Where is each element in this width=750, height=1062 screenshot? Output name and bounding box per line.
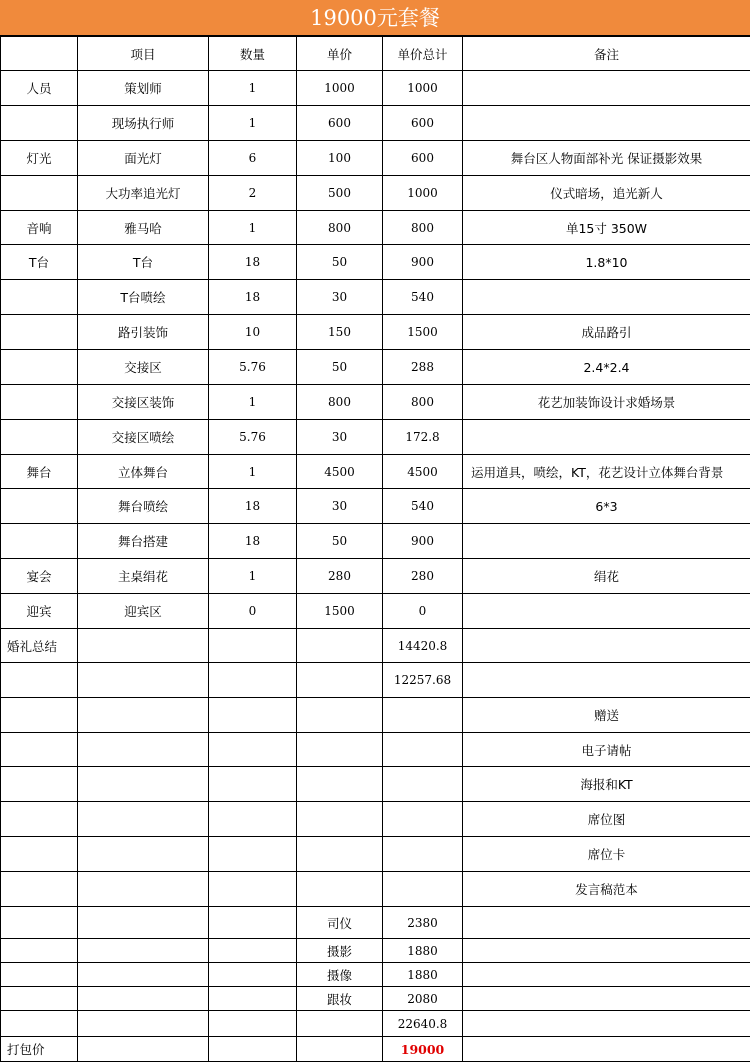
quantity-cell: [209, 767, 297, 802]
note-cell: 运用道具，喷绘，KT，花艺设计立体舞台背景: [463, 455, 750, 489]
unit-price-cell: 280: [297, 559, 383, 594]
item-cell: 面光灯: [78, 141, 209, 176]
total-cell: 540: [383, 280, 463, 315]
item-cell: [78, 663, 209, 698]
category-cell: 人员: [1, 71, 78, 106]
category-cell: 灯光: [1, 141, 78, 176]
item-cell: [78, 963, 209, 987]
unit-price-cell: [297, 663, 383, 698]
category-cell: [1, 1011, 78, 1037]
category-cell: [1, 872, 78, 907]
category-cell: [1, 837, 78, 872]
table-row: [1, 211, 750, 245]
total-cell: 4500: [383, 455, 463, 489]
total-cell: 1000: [383, 71, 463, 106]
category-cell: 宴会: [1, 559, 78, 594]
item-cell: 路引装饰: [78, 315, 209, 350]
total-cell: 900: [383, 524, 463, 559]
item-cell: 雅马哈: [78, 211, 209, 245]
unit-price-cell: [297, 767, 383, 802]
total-cell: 800: [383, 385, 463, 420]
table-row: [1, 698, 750, 733]
note-cell: [463, 280, 750, 315]
header-total-cell: 单价总计: [383, 37, 463, 71]
unit-price-cell: 50: [297, 524, 383, 559]
item-cell: [78, 987, 209, 1011]
table-row: [1, 71, 750, 106]
note-cell: 舞台区人物面部补光 保证摄影效果: [463, 141, 750, 176]
total-cell: [383, 767, 463, 802]
note-cell: 仪式暗场，追光新人: [463, 176, 750, 211]
total-cell: 600: [383, 106, 463, 141]
total-cell: [383, 733, 463, 767]
total-cell: 800: [383, 211, 463, 245]
page-title: 19000元套餐: [0, 0, 750, 36]
header-unit-price-cell: 单价: [297, 37, 383, 71]
table-row: [1, 315, 750, 350]
unit-price-cell: [297, 698, 383, 733]
category-cell: [1, 907, 78, 939]
note-cell: [463, 1011, 750, 1037]
note-cell: [463, 594, 750, 629]
note-cell: [463, 963, 750, 987]
total-cell: 2080: [383, 987, 463, 1011]
quantity-cell: 18: [209, 489, 297, 524]
category-cell: 迎宾: [1, 594, 78, 629]
item-cell: [78, 767, 209, 802]
category-cell: [1, 802, 78, 837]
table-row: [1, 176, 750, 211]
item-cell: 大功率追光灯: [78, 176, 209, 211]
item-cell: 现场执行师: [78, 106, 209, 141]
package-table: [0, 36, 750, 1062]
category-cell: [1, 767, 78, 802]
total-cell: 22640.8: [383, 1011, 463, 1037]
total-cell: 540: [383, 489, 463, 524]
table-row: [1, 245, 750, 280]
item-cell: 交接区: [78, 350, 209, 385]
note-cell: [463, 106, 750, 141]
table-row: [1, 1011, 750, 1037]
quantity-cell: 1: [209, 211, 297, 245]
category-cell: [1, 315, 78, 350]
unit-price-cell: [297, 1011, 383, 1037]
total-cell: 1500: [383, 315, 463, 350]
category-cell: [1, 524, 78, 559]
category-cell: [1, 963, 78, 987]
quantity-cell: 18: [209, 245, 297, 280]
table-row: [1, 837, 750, 872]
item-cell: [78, 1037, 209, 1062]
item-cell: [78, 698, 209, 733]
quantity-cell: 6: [209, 141, 297, 176]
total-cell: 172.8: [383, 420, 463, 455]
unit-price-cell: 摄像: [297, 963, 383, 987]
table-row: [1, 559, 750, 594]
item-cell: 立体舞台: [78, 455, 209, 489]
note-cell: [463, 524, 750, 559]
unit-price-cell: 4500: [297, 455, 383, 489]
header-item-cell: 项目: [78, 37, 209, 71]
item-cell: 主桌绢花: [78, 559, 209, 594]
table-row: [1, 489, 750, 524]
category-cell: [1, 987, 78, 1011]
total-cell: 288: [383, 350, 463, 385]
unit-price-cell: 30: [297, 420, 383, 455]
unit-price-cell: 50: [297, 245, 383, 280]
note-cell: [463, 939, 750, 963]
category-cell: 音响: [1, 211, 78, 245]
category-cell: T台: [1, 245, 78, 280]
item-cell: [78, 837, 209, 872]
quantity-cell: [209, 1037, 297, 1062]
category-cell: [1, 385, 78, 420]
table-row: [1, 524, 750, 559]
table-row: [1, 106, 750, 141]
unit-price-cell: 50: [297, 350, 383, 385]
quantity-cell: [209, 663, 297, 698]
category-cell: [1, 106, 78, 141]
total-cell: 14420.8: [383, 629, 463, 663]
total-cell: 280: [383, 559, 463, 594]
quantity-cell: 1: [209, 71, 297, 106]
total-cell: 12257.68: [383, 663, 463, 698]
category-cell: 打包价: [1, 1037, 78, 1062]
quantity-cell: [209, 872, 297, 907]
table-row: [1, 733, 750, 767]
quantity-cell: 1: [209, 455, 297, 489]
quantity-cell: 18: [209, 280, 297, 315]
header-row: [1, 37, 750, 71]
note-cell: 电子请帖: [463, 733, 750, 767]
unit-price-cell: 1500: [297, 594, 383, 629]
note-cell: [463, 629, 750, 663]
note-cell: 席位卡: [463, 837, 750, 872]
category-cell: [1, 733, 78, 767]
note-cell: 2.4*2.4: [463, 350, 750, 385]
header-note-cell: 备注: [463, 37, 750, 71]
note-cell: 海报和KT: [463, 767, 750, 802]
item-cell: [78, 1011, 209, 1037]
table-row: [1, 663, 750, 698]
unit-price-cell: 30: [297, 280, 383, 315]
unit-price-cell: 30: [297, 489, 383, 524]
category-cell: 婚礼总结: [1, 629, 78, 663]
quantity-cell: 1: [209, 106, 297, 141]
unit-price-cell: [297, 802, 383, 837]
quantity-cell: [209, 698, 297, 733]
note-cell: [463, 71, 750, 106]
table-row: [1, 455, 750, 489]
category-cell: [1, 420, 78, 455]
quantity-cell: [209, 963, 297, 987]
category-cell: [1, 939, 78, 963]
item-cell: 迎宾区: [78, 594, 209, 629]
quantity-cell: 1: [209, 559, 297, 594]
unit-price-cell: [297, 1037, 383, 1062]
table-row: [1, 872, 750, 907]
quantity-cell: [209, 987, 297, 1011]
unit-price-cell: [297, 733, 383, 767]
table-row: [1, 420, 750, 455]
table-row: [1, 939, 750, 963]
category-cell: 舞台: [1, 455, 78, 489]
quantity-cell: 18: [209, 524, 297, 559]
category-cell: [1, 698, 78, 733]
unit-price-cell: 800: [297, 211, 383, 245]
total-cell: [383, 802, 463, 837]
item-cell: 舞台喷绘: [78, 489, 209, 524]
unit-price-cell: 100: [297, 141, 383, 176]
quantity-cell: [209, 837, 297, 872]
note-cell: 绢花: [463, 559, 750, 594]
unit-price-cell: 600: [297, 106, 383, 141]
item-cell: 交接区装饰: [78, 385, 209, 420]
table-row: [1, 907, 750, 939]
total-cell: 900: [383, 245, 463, 280]
item-cell: [78, 629, 209, 663]
total-cell: 1880: [383, 963, 463, 987]
table-row: [1, 385, 750, 420]
total-cell: [383, 872, 463, 907]
unit-price-cell: 150: [297, 315, 383, 350]
unit-price-cell: 司仪: [297, 907, 383, 939]
quantity-cell: 5.76: [209, 420, 297, 455]
table-row: [1, 350, 750, 385]
total-cell: 600: [383, 141, 463, 176]
table-row: [1, 1037, 750, 1062]
unit-price-cell: [297, 872, 383, 907]
header-category-cell: [1, 37, 78, 71]
quantity-cell: [209, 939, 297, 963]
table-row: [1, 629, 750, 663]
category-cell: [1, 280, 78, 315]
total-cell: [383, 698, 463, 733]
quantity-cell: [209, 629, 297, 663]
total-cell: 1000: [383, 176, 463, 211]
unit-price-cell: 摄影: [297, 939, 383, 963]
note-cell: [463, 987, 750, 1011]
category-cell: [1, 663, 78, 698]
quantity-cell: [209, 907, 297, 939]
note-cell: [463, 420, 750, 455]
quantity-cell: 5.76: [209, 350, 297, 385]
table-row: [1, 280, 750, 315]
category-cell: [1, 176, 78, 211]
note-cell: 单15寸 350W: [463, 211, 750, 245]
item-cell: [78, 802, 209, 837]
total-cell: 2380: [383, 907, 463, 939]
unit-price-cell: 800: [297, 385, 383, 420]
quantity-cell: 1: [209, 385, 297, 420]
item-cell: [78, 939, 209, 963]
item-cell: [78, 872, 209, 907]
total-cell: 19000: [383, 1037, 463, 1062]
item-cell: T台: [78, 245, 209, 280]
unit-price-cell: [297, 629, 383, 663]
unit-price-cell: 1000: [297, 71, 383, 106]
quantity-cell: [209, 733, 297, 767]
category-cell: [1, 350, 78, 385]
table-row: [1, 767, 750, 802]
unit-price-cell: 500: [297, 176, 383, 211]
item-cell: 舞台搭建: [78, 524, 209, 559]
note-cell: 花艺加装饰设计求婚场景: [463, 385, 750, 420]
note-cell: [463, 663, 750, 698]
quantity-cell: [209, 1011, 297, 1037]
quantity-cell: [209, 802, 297, 837]
table-row: [1, 987, 750, 1011]
note-cell: [463, 1037, 750, 1062]
quantity-cell: 0: [209, 594, 297, 629]
unit-price-cell: 跟妆: [297, 987, 383, 1011]
item-cell: [78, 733, 209, 767]
total-cell: [383, 837, 463, 872]
table-row: [1, 802, 750, 837]
note-cell: 席位图: [463, 802, 750, 837]
category-cell: [1, 489, 78, 524]
header-quantity-cell: 数量: [209, 37, 297, 71]
note-cell: 发言稿范本: [463, 872, 750, 907]
note-cell: 1.8*10: [463, 245, 750, 280]
quantity-cell: 10: [209, 315, 297, 350]
item-cell: T台喷绘: [78, 280, 209, 315]
unit-price-cell: [297, 837, 383, 872]
total-cell: 1880: [383, 939, 463, 963]
item-cell: 策划师: [78, 71, 209, 106]
total-cell: 0: [383, 594, 463, 629]
quantity-cell: 2: [209, 176, 297, 211]
item-cell: 交接区喷绘: [78, 420, 209, 455]
note-cell: 6*3: [463, 489, 750, 524]
table-row: [1, 594, 750, 629]
table-row: [1, 141, 750, 176]
note-cell: [463, 907, 750, 939]
note-cell: 赠送: [463, 698, 750, 733]
note-cell: 成品路引: [463, 315, 750, 350]
table-row: [1, 963, 750, 987]
item-cell: [78, 907, 209, 939]
